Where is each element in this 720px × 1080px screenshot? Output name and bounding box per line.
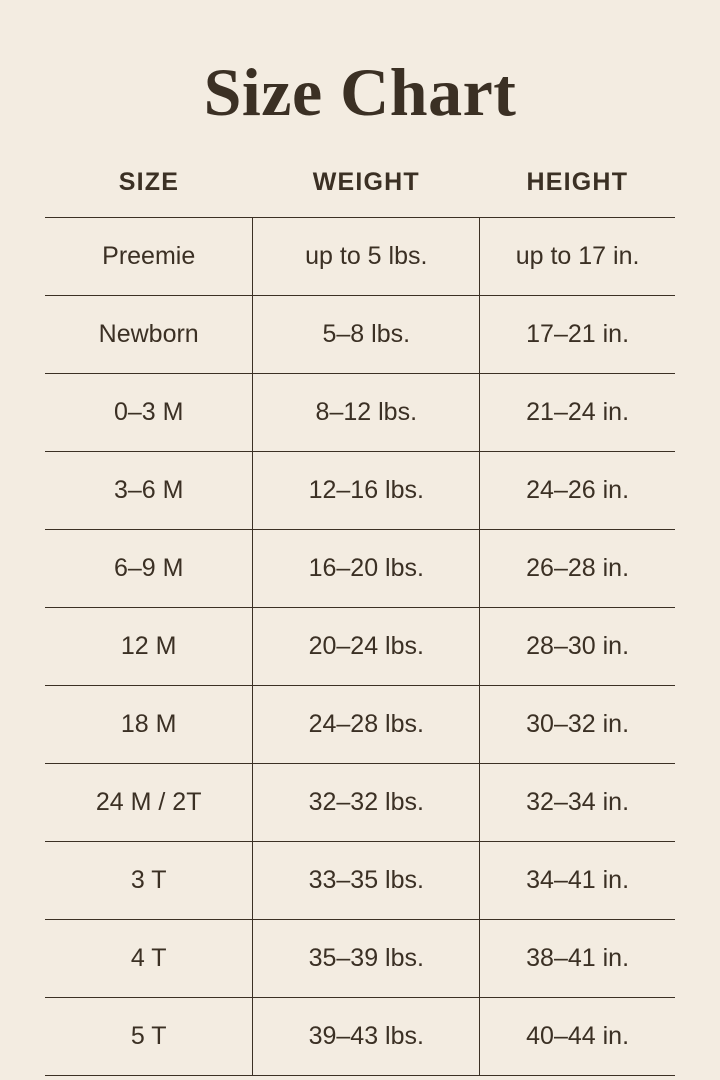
cell-size: 0–3 M (45, 374, 253, 452)
table-row (45, 686, 675, 764)
table-row (45, 218, 675, 296)
cell-size: Newborn (45, 296, 253, 374)
cell-height: 24–26 in. (480, 452, 675, 530)
table-body (45, 218, 675, 1076)
cell-weight: 5–8 lbs. (253, 296, 480, 374)
page-title: Size Chart (203, 54, 517, 130)
cell-height: 40–44 in. (480, 998, 675, 1076)
cell-height: 38–41 in. (480, 920, 675, 998)
column-header-height: HEIGHT (526, 168, 629, 196)
cell-weight: 35–39 lbs. (253, 920, 480, 998)
cell-size: 24 M / 2T (45, 764, 253, 842)
size-chart-table (45, 168, 675, 1076)
size-chart-container (45, 126, 675, 1076)
cell-weight: 39–43 lbs. (253, 998, 480, 1076)
cell-weight: up to 5 lbs. (253, 218, 480, 296)
table-row (45, 296, 675, 374)
table-row (45, 764, 675, 842)
table-row (45, 452, 675, 530)
table-row (45, 608, 675, 686)
cell-height: 17–21 in. (480, 296, 675, 374)
table-row (45, 530, 675, 608)
column-header-weight: WEIGHT (312, 168, 420, 196)
cell-weight: 16–20 lbs. (253, 530, 480, 608)
cell-size: 12 M (45, 608, 253, 686)
table-row (45, 998, 675, 1076)
cell-size: 4 T (45, 920, 253, 998)
cell-size: 6–9 M (45, 530, 253, 608)
cell-weight: 24–28 lbs. (253, 686, 480, 764)
table-header-row (45, 168, 675, 218)
cell-size: 3–6 M (45, 452, 253, 530)
cell-weight: 33–35 lbs. (253, 842, 480, 920)
cell-weight: 32–32 lbs. (253, 764, 480, 842)
cell-size: 18 M (45, 686, 253, 764)
cell-height: 21–24 in. (480, 374, 675, 452)
cell-size: Preemie (45, 218, 253, 296)
cell-height: 34–41 in. (480, 842, 675, 920)
column-header-size: SIZE (118, 168, 180, 196)
cell-size: 5 T (45, 998, 253, 1076)
table-header (45, 168, 675, 218)
cell-height: 30–32 in. (480, 686, 675, 764)
cell-weight: 20–24 lbs. (253, 608, 480, 686)
table-row (45, 374, 675, 452)
cell-height: 32–34 in. (480, 764, 675, 842)
cell-height: 28–30 in. (480, 608, 675, 686)
cell-height: 26–28 in. (480, 530, 675, 608)
cell-size: 3 T (45, 842, 253, 920)
table-row (45, 842, 675, 920)
cell-weight: 12–16 lbs. (253, 452, 480, 530)
cell-weight: 8–12 lbs. (253, 374, 480, 452)
table-row (45, 920, 675, 998)
cell-height: up to 17 in. (480, 218, 675, 296)
